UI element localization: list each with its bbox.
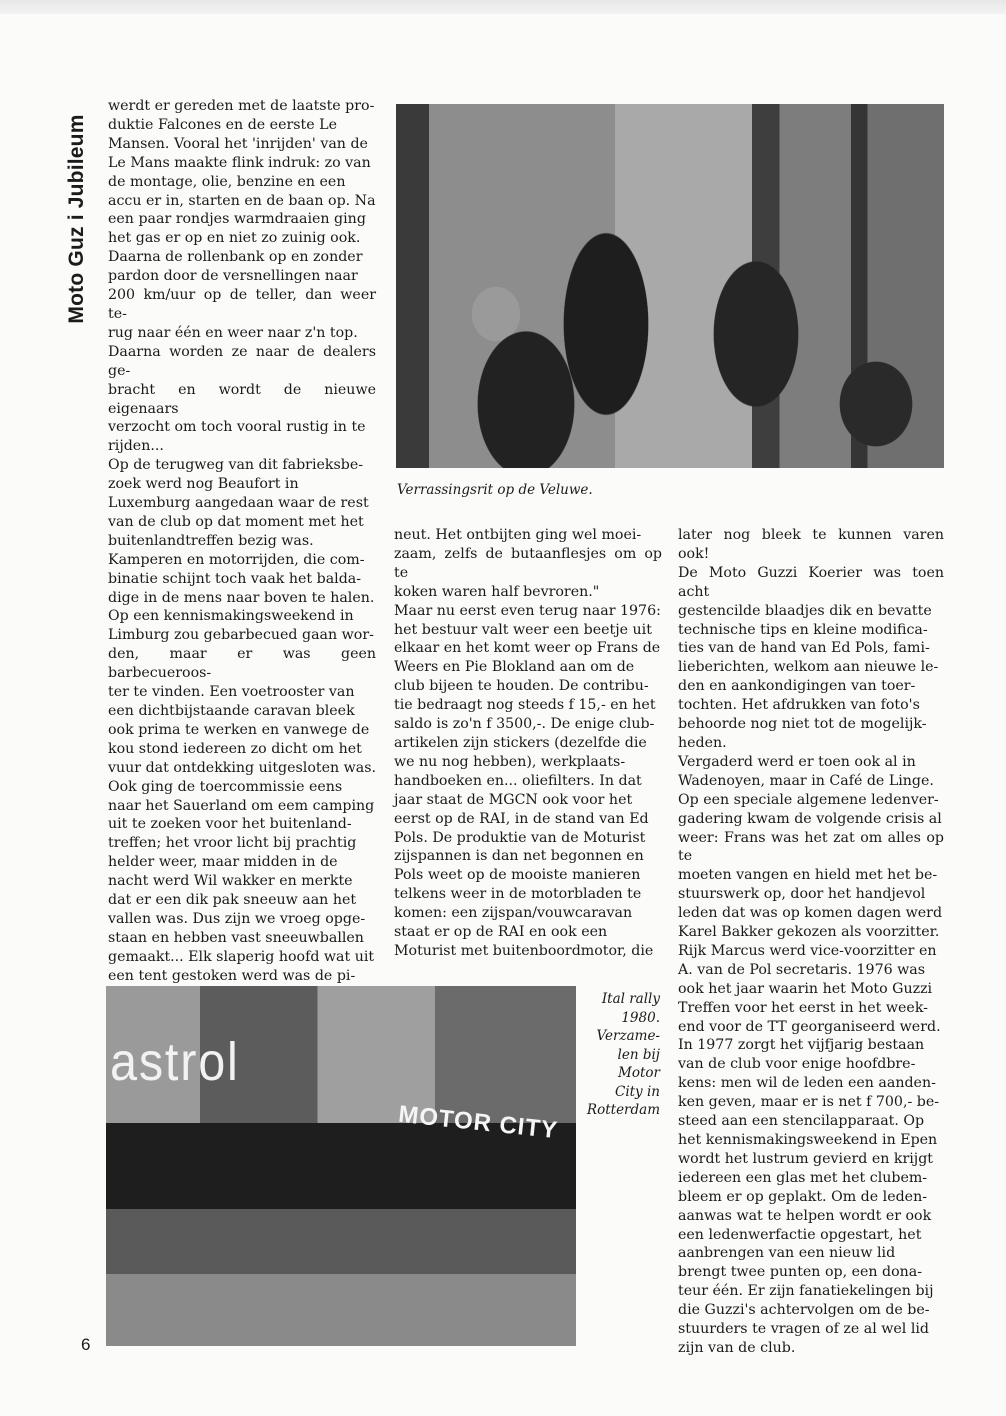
text-line: gadering kwam de volgende crisis al (678, 810, 942, 827)
text-line: den en aankondigingen van toer- (678, 678, 916, 695)
text-line: Daarna worden ze naar de dealers ge- (108, 343, 376, 379)
text-line: Treffen voor het eerst in het week- (678, 999, 928, 1016)
text-line: een paar rondjes warmdraaien ging (108, 211, 366, 228)
text-line: stuurswerk op, door het handjevol (678, 886, 926, 903)
caption-line: len bij (617, 1046, 660, 1063)
text-line: uit te zoeken voor het buitenland- (108, 816, 352, 833)
text-line: tie bedraagt nog steeds f 15,- en het (394, 697, 656, 714)
text-line: wordt het lustrum gevierd en krijgt (678, 1150, 933, 1167)
text-line: gestencilde blaadjes dik en bevatte (678, 602, 932, 619)
text-line: artikelen zijn stickers (dezelfde die (394, 734, 647, 751)
text-line: end voor de TT georganiseerd werd. (678, 1018, 941, 1035)
text-line: Kamperen en motorrijden, die com- (108, 551, 365, 568)
text-line: Pols weet op de mooiste manieren (394, 867, 641, 884)
text-line: Daarna de rollenbank op en zonder (108, 249, 363, 266)
text-line: kens: men wil de leden een aanden- (678, 1075, 936, 1092)
text-line: den, maar er was geen barbecueroos- (108, 646, 376, 682)
text-line: Maar nu eerst even terug naar 1976: (394, 602, 661, 619)
text-line: binatie schijnt toch vaak het balda- (108, 570, 362, 587)
text-line: we nu nog hebben), werkplaats- (394, 753, 626, 770)
text-line: helder weer, maar midden in de (108, 854, 338, 871)
text-line: Op een speciale algemene ledenver- (678, 791, 939, 808)
text-column-1 (108, 97, 376, 986)
caption-line: Ital rally (601, 991, 660, 1007)
text-line: brengt twee punten op, een dona- (678, 1264, 923, 1281)
text-line: steed aan een stencilapparaat. Op (678, 1113, 925, 1130)
text-line: elkaar en het komt weer op Frans de (394, 640, 661, 657)
text-line: rijden... (108, 438, 164, 455)
text-line: naar het Sauerland om eem camping (108, 797, 375, 814)
text-line: het bestuur valt weer een beetje uit (394, 621, 652, 638)
text-line: In 1977 zorgt het vijfjarig bestaan (678, 1037, 925, 1054)
page-top-edge (0, 0, 1006, 14)
caption-line: City in (614, 1083, 660, 1100)
text-line: teur één. Er zijn fanatiekelingen bij (678, 1283, 934, 1300)
text-line: staat er op de RAI en ook een (394, 924, 608, 941)
photo-motor-city (106, 986, 576, 1346)
text-line: A. van de Pol secretaris. 1976 was (678, 961, 926, 978)
text-line: nacht werd Wil wakker en merkte (108, 873, 353, 890)
caption-line: Rotterdam (586, 1102, 660, 1118)
text-line: saldo is zo'n f 3500,-. De enige club- (394, 716, 655, 733)
text-line: technische tips en kleine modifica- (678, 621, 928, 638)
text-line: telkens weer in de motorbladen te (394, 886, 642, 903)
text-line: club bijeen te houden. De contribu- (394, 678, 649, 695)
section-label-text: Moto Guz i Jubileum (65, 114, 88, 324)
text-line: ook het jaar waarin het Moto Guzzi (678, 980, 933, 997)
text-line: kou stond iedereen zo dicht om het (108, 740, 362, 757)
text-line: ties van de hand van Ed Pols, fami- (678, 640, 930, 657)
text-line: Luxemburg aangedaan waar de rest (108, 495, 369, 512)
text-line: vallen was. Dus zijn we vroeg opge- (108, 910, 366, 927)
text-line: behoorde nog niet tot de mogelijk- (678, 716, 927, 733)
text-line: zijspannen is dan net begonnen en (394, 848, 644, 865)
text-line: dige in de mens naar boven te halen. (108, 589, 375, 606)
text-line: Mansen. Vooral het 'inrijden' van de (108, 135, 368, 152)
photo-sign-motor-city: MOTOR CITY (397, 1100, 560, 1145)
caption-line: Motor (618, 1065, 660, 1081)
text-line: eerst op de RAI, in de stand van Ed (394, 810, 649, 827)
text-line: Op de terugweg van dit fabrieksbe- (108, 457, 364, 474)
text-line: Ook ging de toercommissie eens (108, 778, 343, 795)
text-line: het gas er op en niet zo zuinig ook. (108, 230, 361, 247)
text-line: accu er in, starten en de baan op. Na (108, 192, 376, 209)
text-line: Karel Bakker gekozen als voorzitter. (678, 924, 940, 941)
text-line: een dichtbijstaande caravan bleek (108, 703, 355, 719)
text-column-2 (394, 526, 662, 961)
text-line: pardon door de versnellingen naar (108, 268, 358, 285)
text-line: een ledenwerfactie opgestart, het (678, 1226, 922, 1243)
caption-line: 1980. (621, 1009, 660, 1026)
text-line: koken waren half bevroren." (394, 583, 600, 600)
text-line: duktie Falcones en de eerste Le (108, 116, 337, 133)
text-line: de montage, olie, benzine en een (108, 173, 346, 190)
text-line: Limburg zou gebarbecued gaan wor- (108, 627, 374, 644)
text-line: handboeken en... oliefilters. In dat (394, 772, 642, 789)
text-line: een tent gestoken werd was de pi- (108, 967, 356, 984)
text-line: van de club op dat moment met het (108, 513, 364, 530)
text-line: moeten vangen en hield met het be- (678, 867, 938, 884)
text-line: buitenlandtreffen bezig was. (108, 532, 314, 549)
section-label (62, 94, 92, 344)
text-line: werdt er gereden met de laatste pro- (108, 98, 375, 114)
text-line: stuurders te vragen of ze al wel lid (678, 1321, 930, 1338)
text-line: jaar staat de MGCN ook voor het (394, 791, 633, 808)
text-line: Moturist met buitenboordmotor, die (394, 942, 654, 959)
text-line: ken geven, maar er is net f 700,- be- (678, 1094, 940, 1111)
text-line: rug naar één en weer naar z'n top. (108, 324, 358, 341)
text-line: aanbrengen van een nieuw lid (678, 1245, 896, 1262)
text-line: Vergaderd werd er toen ook al in (678, 753, 916, 770)
photo-sign-astrol: astrol (110, 1032, 240, 1092)
text-line: het kennismakingsweekend in Epen (678, 1132, 938, 1148)
text-line: De Moto Guzzi Koerier was toen acht (678, 564, 944, 600)
photo-veluwe-caption: Verrassingsrit op de Veluwe. (397, 482, 593, 498)
text-line: van de club voor enige hoofdbre- (678, 1056, 916, 1073)
text-line: later nog bleek te kunnen varen ook! (678, 527, 944, 562)
caption-line: Verzame- (596, 1028, 660, 1044)
text-line: heden. (678, 734, 727, 751)
page-number: 6 (81, 1335, 91, 1354)
text-line: zaam, zelfs de butaanflesjes om op te (394, 545, 662, 581)
text-line: Le Mans maakte flink indruk: zo van (108, 154, 371, 171)
text-line: ter te vinden. Een voetrooster van (108, 684, 355, 701)
text-line: bleem er op geplakt. Om de leden- (678, 1188, 927, 1205)
text-line: 200 km/uur op de teller, dan weer te- (108, 287, 376, 322)
text-line: Op een kennismakingsweekend in (108, 608, 354, 625)
text-line: gemaakt... Elk slaperig hoofd wat uit (108, 948, 375, 965)
text-line: aanwas wat te helpen wordt er ook (678, 1207, 932, 1224)
text-line: neut. Het ontbijten ging wel moei- (394, 527, 642, 543)
text-line: staan en hebben vast sneeuwballen (108, 929, 364, 946)
text-line: Weers en Pie Blokland aan om de (394, 659, 635, 676)
text-line: weer: Frans was het zat om alles op te (678, 829, 944, 865)
text-column-3 (678, 526, 944, 1358)
text-line: komen: een zijspan/vouwcaravan (394, 905, 633, 922)
text-line: bracht en wordt de nieuwe eigenaars (108, 381, 376, 417)
text-line: lieberichten, welkom aan nieuwe le- (678, 659, 939, 676)
photo-motor-city-caption (584, 990, 660, 1120)
text-line: ook prima te werken en vanwege de (108, 721, 370, 738)
text-line: die Guzzi's achtervolgen om de be- (678, 1302, 930, 1319)
text-line: zijn van de club. (678, 1339, 796, 1356)
text-line: tochten. Het afdrukken van foto's (678, 697, 920, 714)
text-line: treffen; het vroor licht bij prachtig (108, 835, 357, 852)
text-line: zoek werd nog Beaufort in (108, 476, 299, 493)
photo-veluwe (396, 104, 944, 468)
text-line: leden dat was op komen dagen werd (678, 905, 943, 922)
text-line: Pols. De produktie van de Moturist (394, 829, 646, 846)
text-line: Rijk Marcus werd vice-voorzitter en (678, 942, 937, 959)
text-line: dat er een dik pak sneeuw aan het (108, 892, 357, 909)
text-line: iedereen een glas met het clubem- (678, 1169, 928, 1186)
text-line: vuur dat ontdekking uitgesloten was. (108, 759, 377, 776)
text-line: verzocht om toch vooral rustig in te (108, 419, 366, 436)
text-line: Wadenoyen, maar in Café de Linge. (678, 772, 934, 789)
